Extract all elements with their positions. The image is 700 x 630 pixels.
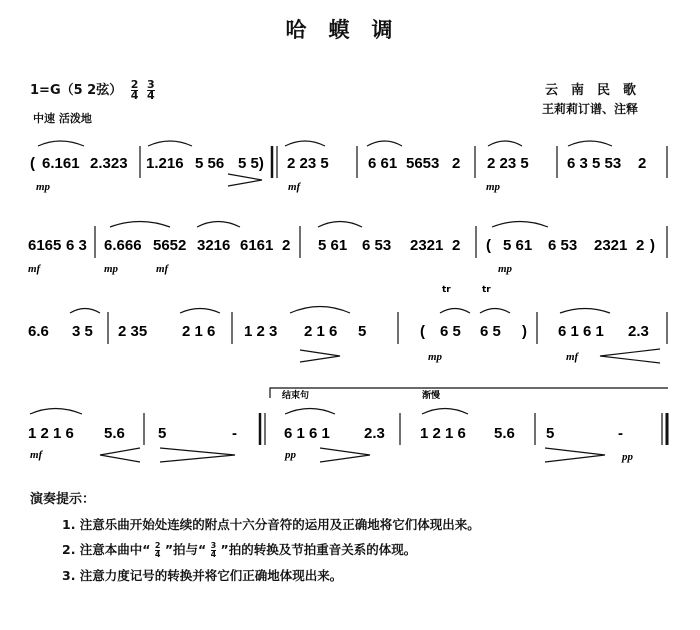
note-group: 6.666 [104, 237, 142, 254]
performance-tip: 2. 注意本曲中“ $\frac{2}{4}$ ”拍与“ $\frac{3}{4}$ ”拍的转换及节拍重音关系的体现。 [62, 541, 417, 559]
note-group: 2 [452, 155, 461, 172]
note-group: 6 5 [480, 323, 501, 340]
note-group: 5 [358, 323, 367, 340]
dynamic-mark: mp [36, 181, 51, 193]
note-group: ( [30, 155, 35, 172]
note-group: 3216 [197, 237, 231, 254]
note-group: 5.6 [494, 425, 515, 442]
trill-mark: tr [482, 285, 491, 295]
note-group: 1.216 [146, 155, 184, 172]
note-group: ) [650, 237, 655, 254]
tempo-marking: 中速 活泼地 [33, 112, 92, 125]
dynamic-mark: mf [288, 181, 301, 193]
note-group: - [618, 425, 623, 442]
note-group: 6.6 [28, 323, 49, 340]
note-group: 6.161 [42, 155, 80, 172]
dynamic-mark: mf [28, 263, 41, 275]
note-group: 1 2 1 6 [420, 425, 466, 442]
meter-2-4: $\frac{2}{4}$ [130, 78, 139, 102]
note-group: 6 53 [362, 237, 392, 254]
ending-label: 结束句 [282, 391, 310, 401]
note-group: 6161 [240, 237, 274, 254]
note-group: 6 3 [66, 237, 87, 254]
note-group: ) [522, 323, 527, 340]
note-group: 2 [282, 237, 291, 254]
slowing-label: 渐慢 [422, 391, 441, 401]
note-group: 5 [546, 425, 555, 442]
note-group: 5 [158, 425, 167, 442]
note-group: 2 1 6 [304, 323, 338, 340]
editor-credit: 王莉莉订谱、注释 [542, 102, 639, 116]
note-group: ( [486, 237, 491, 254]
note-group: 2 23 5 [287, 155, 329, 172]
performance-tips-heading: 演奏提示： [30, 492, 96, 507]
dynamic-mark: mp [498, 263, 513, 275]
note-group: 5653 [406, 155, 440, 172]
dynamic-mark: mf [156, 263, 169, 275]
note-group: 6165 [28, 237, 62, 254]
note-group: 2.3 [628, 323, 649, 340]
dynamic-mark: mf [566, 351, 579, 363]
note-group: 2 1 6 [182, 323, 216, 340]
note-group: 2 35 [118, 323, 148, 340]
note-group: 2321 [410, 237, 444, 254]
note-group: 2.3 [364, 425, 385, 442]
note-group: 6 1 6 1 [558, 323, 604, 340]
dynamic-mark: mp [104, 263, 119, 275]
note-group: 3 5 [72, 323, 93, 340]
note-group: 2 23 5 [487, 155, 529, 172]
dynamic-mark: mp [486, 181, 501, 193]
dynamic-mark: pp [622, 451, 633, 463]
inline-meter: $\frac{3}{4}$ [210, 541, 217, 559]
note-group: 6 3 5 53 [567, 155, 622, 172]
note-group: 2.323 [90, 155, 128, 172]
inline-meter: $\frac{2}{4}$ [154, 541, 161, 559]
performance-tip: 3. 注意力度记号的转换并将它们正确地体现出来。 [62, 568, 343, 583]
note-group: 5 61 [503, 237, 533, 254]
dynamic-mark: mf [30, 449, 43, 461]
trill-mark: tr [442, 285, 451, 295]
performance-tip: 1. 注意乐曲开始处连续的附点十六分音符的运用及正确地将它们体现出来。 [62, 517, 480, 532]
meter-3-4: $\frac{3}{4}$ [146, 78, 155, 102]
note-group: 6 53 [548, 237, 578, 254]
dynamic-mark: pp [285, 449, 296, 461]
note-group: 1 2 3 [244, 323, 278, 340]
dynamic-mark: mp [428, 351, 443, 363]
note-group: 5.6 [104, 425, 125, 442]
note-group: - [232, 425, 237, 442]
note-group: 2 [452, 237, 461, 254]
note-group: 5 61 [318, 237, 348, 254]
note-group: 1 2 1 6 [28, 425, 74, 442]
song-origin: 云南民歌 [545, 83, 650, 98]
key-label: 1=G（5 2弦） [30, 83, 123, 98]
note-group: 2321 [594, 237, 628, 254]
note-group: 2 [638, 155, 647, 172]
note-group: 5 56 [195, 155, 225, 172]
note-group: 6 61 [368, 155, 398, 172]
note-group: ( [420, 323, 425, 340]
score-title: 哈蟆调 [285, 18, 415, 42]
note-group: 6 1 6 1 [284, 425, 330, 442]
note-group: 6 5 [440, 323, 461, 340]
note-group: 5 5) [238, 155, 264, 172]
note-group: 5652 [153, 237, 187, 254]
barlines [30, 141, 668, 462]
note-group: 2 [636, 237, 645, 254]
